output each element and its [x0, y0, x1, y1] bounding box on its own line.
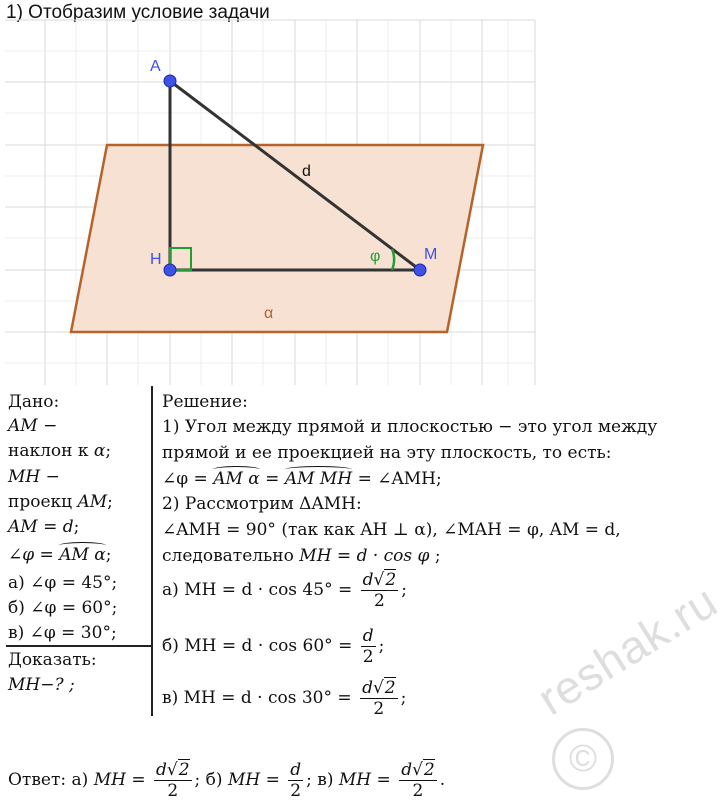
given-line: MH −	[8, 467, 60, 487]
prove-question: MH−? ;	[8, 675, 75, 695]
case-a: а) ∠φ = 45°;	[8, 573, 118, 593]
point-m	[414, 264, 426, 276]
section-heading: 1) Отобразим условие задачи	[6, 2, 270, 23]
result-c: в) MH = d · cos 30° = $\frac{d√2}{2}$ ;	[162, 678, 407, 719]
point-h	[164, 264, 176, 276]
point-a	[164, 75, 176, 87]
prove-title: Доказать:	[8, 650, 97, 670]
solution-line: следовательно MH = d · cos φ ;	[162, 546, 441, 566]
label-d: d	[302, 163, 311, 180]
given-line: AM = d;	[8, 517, 80, 537]
label-m: M	[424, 246, 438, 263]
vertical-divider	[151, 386, 153, 716]
solution-title: Решение:	[162, 392, 248, 412]
geometry-figure	[0, 0, 700, 390]
given-line: AM −	[8, 416, 58, 436]
result-b: б) MH = d · cos 60° = $\frac{d}{2}$ ;	[162, 626, 385, 667]
solution-line: 1) Угол между прямой и плоскостью − это угол между	[162, 417, 658, 437]
solution-line: 2) Рассмотрим ΔAMH:	[162, 494, 362, 514]
plane-alpha	[71, 145, 483, 332]
solution-line: ∠AMH = 90° (так как AH ⊥ α), ∠MAH = φ, AM = d,	[162, 520, 621, 540]
label-alpha: α	[264, 305, 274, 322]
case-c: в) ∠φ = 30°;	[8, 623, 117, 643]
watermark-text: reshak.ru	[528, 574, 727, 725]
given-line: наклон к α;	[8, 441, 112, 461]
solution-line: ∠φ = AM α = AM MH = ∠AMH;	[162, 469, 442, 489]
case-b: б) ∠φ = 60°;	[8, 598, 118, 618]
copyright-icon: ©	[552, 728, 614, 790]
result-a: а) MH = d · cos 45° = $\frac{d√2}{2}$ ;	[162, 570, 407, 611]
solution-line: прямой и ее проекцией на эту плоскость, то есть:	[162, 443, 612, 463]
given-title: Дано:	[8, 392, 60, 412]
label-a: A	[150, 58, 161, 75]
label-h: H	[150, 251, 162, 268]
label-phi: φ	[370, 248, 381, 265]
given-line: проекц AM;	[8, 492, 113, 512]
answer-line: Ответ: а) MH = $\frac{d√2}{2}$ ; б) MH = $\frac{d}{2}$ ; в) MH = $\frac{d√2}{2}$ .	[8, 760, 446, 801]
given-divider	[6, 645, 152, 647]
given-line: ∠φ = AM α;	[8, 545, 112, 565]
